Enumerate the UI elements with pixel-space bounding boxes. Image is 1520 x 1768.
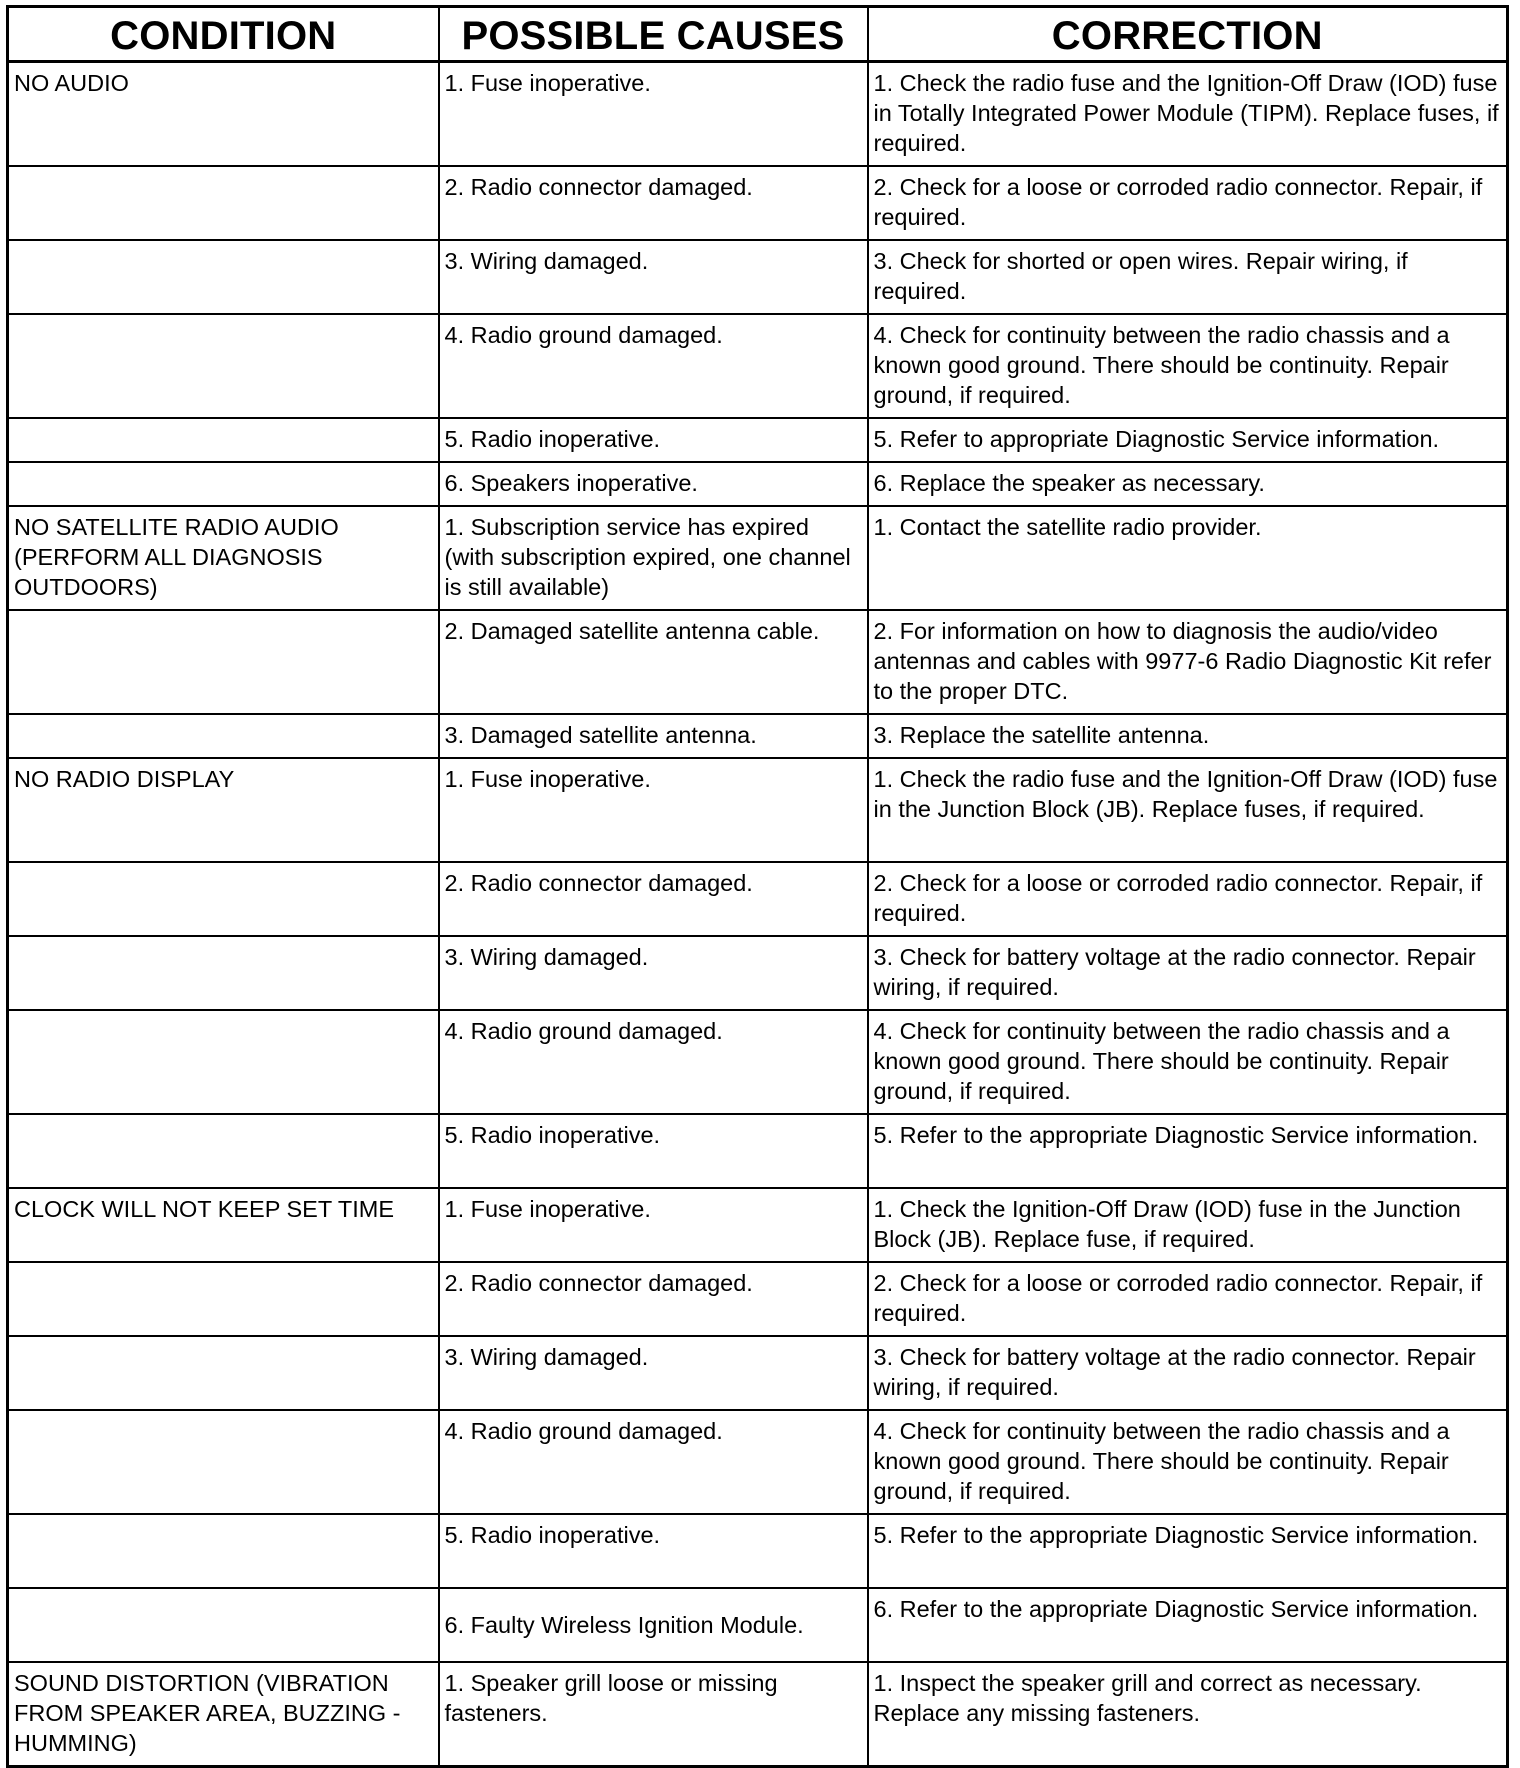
condition-cell: NO SATELLITE RADIO AUDIO (PERFORM ALL DIAGNOSIS OUTDOORS) [8,506,439,610]
condition-cell [8,166,439,240]
condition-cell [8,418,439,462]
cause-cell: 3. Wiring damaged. [439,1336,868,1410]
condition-cell [8,1410,439,1514]
cause-cell: 2. Radio connector damaged. [439,166,868,240]
table-row [8,758,1508,862]
correction-cell: 1. Check the radio fuse and the Ignition-Off Draw (IOD) fuse in the Junction Block (JB). Replace fuses, if required. [868,758,1508,862]
table-row [8,862,1508,936]
cause-cell: 5. Radio inoperative. [439,1514,868,1588]
condition-cell: NO AUDIO [8,62,439,167]
condition-cell: CLOCK WILL NOT KEEP SET TIME [8,1188,439,1262]
cause-cell: 1. Subscription service has expired (with subscription expired, one channel is still available) [439,506,868,610]
correction-cell: 1. Check the Ignition-Off Draw (IOD) fuse in the Junction Block (JB). Replace fuse, if required. [868,1188,1508,1262]
condition-cell [8,1588,439,1662]
diagnosis-table [6,5,1509,1768]
table-row [8,714,1508,758]
condition-cell [8,1010,439,1114]
cause-cell: 1. Speaker grill loose or missing fasteners. [439,1662,868,1767]
correction-cell: 4. Check for continuity between the radio chassis and a known good ground. There should be continuity. Repair ground, if required. [868,1410,1508,1514]
cause-cell: 2. Damaged satellite antenna cable. [439,610,868,714]
cause-cell: 4. Radio ground damaged. [439,1010,868,1114]
cause-cell: 2. Radio connector damaged. [439,1262,868,1336]
correction-cell: 4. Check for continuity between the radio chassis and a known good ground. There should be continuity. Repair ground, if required. [868,314,1508,418]
condition-cell [8,1262,439,1336]
table-row [8,240,1508,314]
correction-cell: 2. Check for a loose or corroded radio connector. Repair, if required. [868,1262,1508,1336]
table-row [8,610,1508,714]
table-row [8,1114,1508,1188]
table-row [8,418,1508,462]
correction-cell: 1. Check the radio fuse and the Ignition-Off Draw (IOD) fuse in Totally Integrated Power Module (TIPM). Replace fuses, if required. [868,62,1508,167]
table-row [8,166,1508,240]
correction-cell: 3. Check for shorted or open wires. Repair wiring, if required. [868,240,1508,314]
cause-cell: 5. Radio inoperative. [439,1114,868,1188]
correction-cell: 6. Replace the speaker as necessary. [868,462,1508,506]
correction-cell: 1. Inspect the speaker grill and correct as necessary. Replace any missing fasteners. [868,1662,1508,1767]
cause-cell: 6. Faulty Wireless Ignition Module. [439,1588,868,1662]
table-row [8,936,1508,1010]
header-condition: CONDITION [8,7,439,62]
table-row [8,462,1508,506]
correction-cell: 2. Check for a loose or corroded radio connector. Repair, if required. [868,862,1508,936]
table-row [8,1188,1508,1262]
header-correction: CORRECTION [868,7,1508,62]
header-row [8,7,1508,62]
table-row [8,1588,1508,1662]
condition-cell [8,714,439,758]
cause-cell: 2. Radio connector damaged. [439,862,868,936]
table-row [8,1010,1508,1114]
condition-cell [8,610,439,714]
correction-cell: 4. Check for continuity between the radio chassis and a known good ground. There should be continuity. Repair ground, if required. [868,1010,1508,1114]
condition-cell [8,314,439,418]
condition-cell [8,936,439,1010]
condition-cell: NO RADIO DISPLAY [8,758,439,862]
table-row [8,506,1508,610]
table-row [8,314,1508,418]
cause-cell: 1. Fuse inoperative. [439,62,868,167]
correction-cell: 2. Check for a loose or corroded radio connector. Repair, if required. [868,166,1508,240]
cause-cell: 1. Fuse inoperative. [439,1188,868,1262]
table-row [8,62,1508,167]
correction-cell: 1. Contact the satellite radio provider. [868,506,1508,610]
cause-cell: 6. Speakers inoperative. [439,462,868,506]
cause-cell: 1. Fuse inoperative. [439,758,868,862]
cause-cell: 5. Radio inoperative. [439,418,868,462]
condition-cell [8,462,439,506]
correction-cell: 2. For information on how to diagnosis the audio/video antennas and cables with 9977-6 Radio Diagnostic Kit refer to the proper DTC. [868,610,1508,714]
correction-cell: 6. Refer to the appropriate Diagnostic Service information. [868,1588,1508,1662]
cause-cell: 4. Radio ground damaged. [439,1410,868,1514]
header-possible-causes: POSSIBLE CAUSES [439,7,868,62]
condition-cell [8,1514,439,1588]
table-row [8,1514,1508,1588]
condition-cell [8,862,439,936]
correction-cell: 3. Check for battery voltage at the radio connector. Repair wiring, if required. [868,936,1508,1010]
condition-cell [8,1336,439,1410]
cause-cell: 3. Wiring damaged. [439,240,868,314]
condition-cell [8,1114,439,1188]
correction-cell: 5. Refer to appropriate Diagnostic Service information. [868,418,1508,462]
table-row [8,1336,1508,1410]
table-row [8,1410,1508,1514]
table-row [8,1262,1508,1336]
cause-cell: 4. Radio ground damaged. [439,314,868,418]
cause-cell: 3. Wiring damaged. [439,936,868,1010]
condition-cell: SOUND DISTORTION (VIBRATION FROM SPEAKER AREA, BUZZING - HUMMING) [8,1662,439,1767]
correction-cell: 3. Check for battery voltage at the radio connector. Repair wiring, if required. [868,1336,1508,1410]
correction-cell: 5. Refer to the appropriate Diagnostic Service information. [868,1114,1508,1188]
correction-cell: 5. Refer to the appropriate Diagnostic Service information. [868,1514,1508,1588]
condition-cell [8,240,439,314]
correction-cell: 3. Replace the satellite antenna. [868,714,1508,758]
table-row [8,1662,1508,1767]
cause-cell: 3. Damaged satellite antenna. [439,714,868,758]
